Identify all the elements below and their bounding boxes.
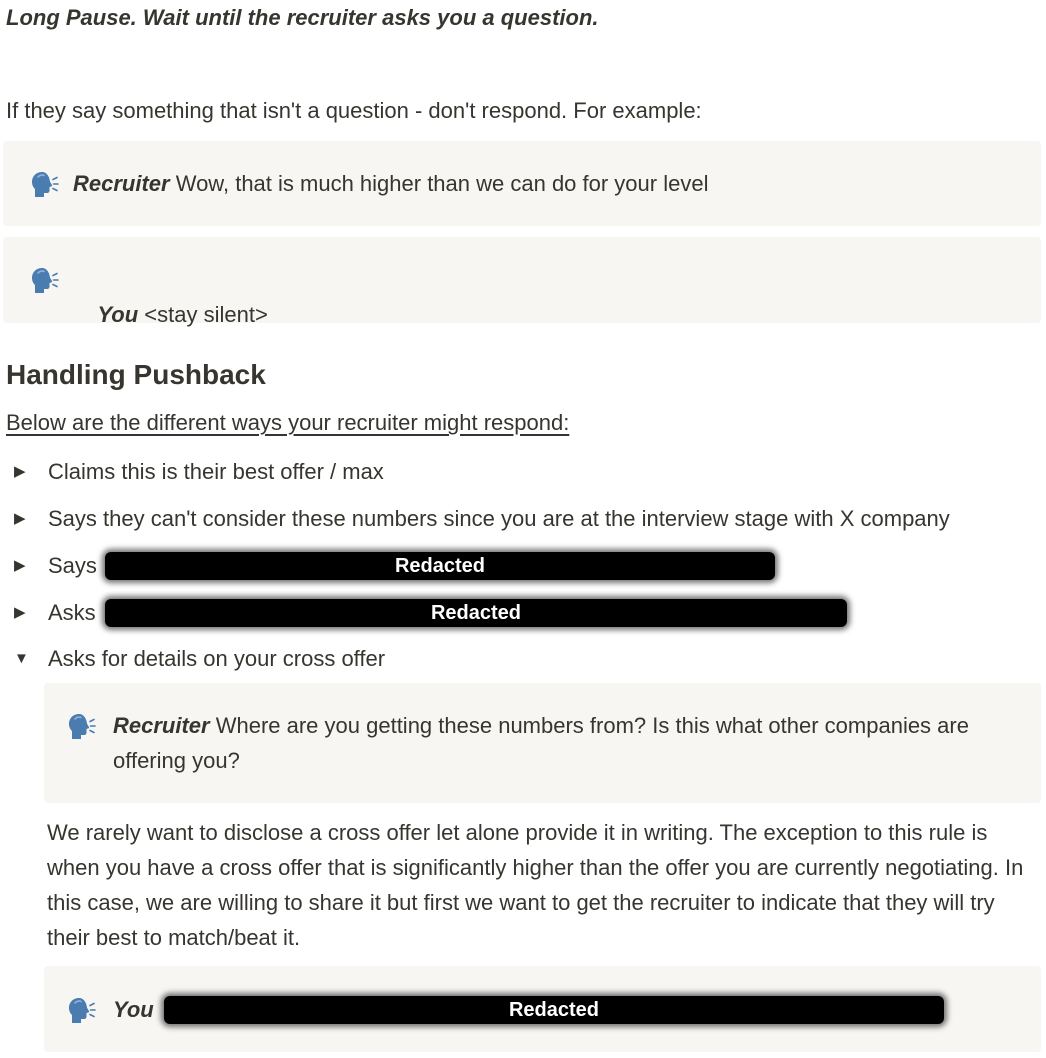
speaking-head-icon: [64, 994, 98, 1028]
toggle-label: Says they can't consider these numbers since you are at the interview stage with X company: [48, 506, 950, 531]
cross-offer-explanation: We rarely want to disclose a cross offer let alone provide it in writing. The exception to this rule is when you have a cross offer that is significantly higher than the offer you are currently negotiating. In this case, we are willing to share it but first we want to get the recruiter to indicate that they will try their best to match/beat it.: [47, 820, 1024, 950]
callout-you-response: [44, 966, 1041, 1052]
callout-text: Where are you getting these numbers from? Is this what other companies are offering you?: [113, 713, 969, 773]
toggle-cross-offer[interactable]: [14, 643, 1034, 679]
callout-speaker: Recruiter: [113, 713, 210, 738]
callout-you-example: [3, 237, 1041, 327]
toggle-interview-stage[interactable]: [14, 503, 1034, 539]
redaction-bar: Redacted: [105, 599, 847, 627]
callout-recruiter-example: [3, 141, 1041, 226]
callout-recruiter-question: [44, 683, 1041, 803]
speaking-head-icon: [64, 710, 98, 744]
toggle-label: Asks for details on your cross offer: [48, 646, 386, 671]
triangle-down-icon[interactable]: ▼: [14, 650, 29, 667]
callout-speaker: You: [113, 997, 154, 1022]
toggle-asks-redacted[interactable]: [14, 597, 1034, 633]
intro-note: Long Pause. Wait until the recruiter asks you a question.: [6, 5, 599, 30]
speaking-head-icon: [27, 168, 61, 202]
toggle-best-offer[interactable]: [14, 456, 1034, 492]
callout-text: Wow, that is much higher than we can do for your level: [169, 171, 709, 196]
section-subheading: Below are the different ways your recruiter might respond:: [6, 410, 570, 435]
instruction-text: If they say something that isn't a question - don't respond. For example:: [6, 98, 702, 123]
redaction-bar: Redacted: [105, 552, 775, 580]
speaking-head-icon: [27, 264, 61, 298]
triangle-right-icon[interactable]: ▶: [14, 604, 26, 621]
callout-speaker: You: [97, 302, 139, 327]
callout-text: <stay silent>: [138, 302, 268, 327]
toggle-says-redacted[interactable]: [14, 550, 1034, 586]
toggle-label: Claims this is their best offer / max: [48, 459, 384, 484]
triangle-right-icon[interactable]: ▶: [14, 510, 26, 527]
redaction-bar: Redacted: [164, 996, 944, 1024]
triangle-right-icon[interactable]: ▶: [14, 463, 26, 480]
section-heading: Handling Pushback: [6, 359, 266, 390]
toggle-label: Asks: [48, 600, 96, 625]
toggle-label: Says: [48, 553, 97, 578]
triangle-right-icon[interactable]: ▶: [14, 557, 26, 574]
callout-speaker: Recruiter: [73, 171, 170, 196]
